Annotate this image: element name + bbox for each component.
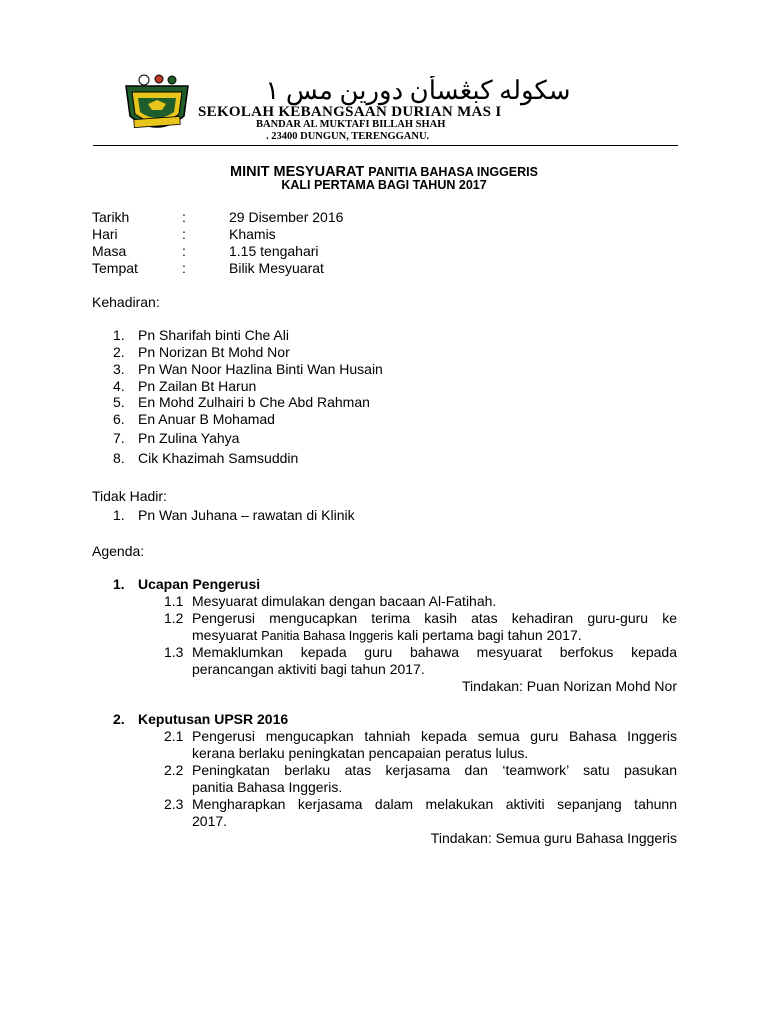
list-item-number: 7.	[113, 430, 125, 446]
attendee-name: Cik Khazimah Samsuddin	[138, 450, 299, 466]
point-text-continued: perancangan aktiviti bagi tahun 2017.	[192, 661, 425, 677]
point-text-part: mesyuarat	[192, 627, 262, 643]
list-item-number: 4.	[113, 378, 125, 394]
point-text: Pengerusi mengucapkan tahniah kepada semua guru Bahasa Inggeris	[192, 728, 677, 744]
list-item-number: 6.	[113, 411, 125, 427]
list-item-number: 5.	[113, 394, 125, 410]
info-label-day: Hari	[92, 226, 118, 242]
info-value-day: Khamis	[229, 226, 276, 242]
school-name-arabic: سكوله كبڠسأن دورين مس ١	[265, 76, 571, 105]
info-label-place: Tempat	[92, 260, 138, 276]
point-text: Pengerusi mengucapkan terima kasih atas kehadiran guru-guru ke	[192, 610, 677, 626]
point-number: 1.1	[164, 593, 184, 609]
list-item-number: 2.	[113, 344, 125, 360]
list-item-number: 1.	[113, 507, 125, 523]
info-label-time: Masa	[92, 243, 127, 259]
point-number: 1.3	[164, 644, 184, 660]
school-address-line1: BANDAR AL MUKTAFI BILLAH SHAH	[256, 119, 446, 130]
point-text-continued: 2017.	[192, 813, 228, 829]
info-value-time: 1.15 tengahari	[229, 243, 319, 259]
school-address-line2: . 23400 DUNGUN, TERENGGANU.	[266, 131, 430, 142]
point-text: Peningkatan berlaku atas kerjasama dan ‘teamwork’ satu pasukan	[192, 762, 677, 778]
attendee-name: Pn Norizan Bt Mohd Nor	[138, 344, 290, 360]
point-number: 1.2	[164, 610, 184, 626]
action-owner: Tindakan: Puan Norizan Mohd Nor	[461, 678, 677, 694]
info-colon: :	[182, 209, 186, 225]
point-text: Memaklumkan kepada guru bahawa mesyuarat berfokus kepada	[192, 644, 677, 660]
school-name: SEKOLAH KEBANGSAAN DURIAN MAS I	[198, 104, 502, 120]
point-text-part: kali pertama bagi tahun 2017.	[393, 627, 582, 643]
absent-entry: Pn Wan Juhana – rawatan di Klinik	[138, 507, 355, 523]
school-crest-logo	[118, 72, 196, 138]
agenda-heading: Agenda:	[92, 543, 145, 559]
attendee-name: Pn Zulina Yahya	[138, 430, 240, 446]
agenda-item-title: Keputusan UPSR 2016	[138, 711, 289, 727]
point-number: 2.3	[164, 796, 184, 812]
attendee-name: Pn Zailan Bt Harun	[138, 378, 257, 394]
attendee-name: En Mohd Zulhairi b Che Abd Rahman	[138, 394, 370, 410]
absent-heading: Tidak Hadir:	[92, 488, 167, 504]
document-subtitle: KALI PERTAMA BAGI TAHUN 2017	[281, 178, 487, 192]
info-colon: :	[182, 260, 186, 276]
title-part2: PANITIA BAHASA INGGERIS	[368, 165, 538, 179]
info-colon: :	[182, 243, 186, 259]
list-item-number: 1.	[113, 327, 125, 343]
header-divider	[93, 145, 678, 146]
agenda-item-title: Ucapan Pengerusi	[138, 576, 261, 592]
point-number: 2.2	[164, 762, 184, 778]
info-value-place: Bilik Mesyuarat	[229, 260, 324, 276]
info-value-date: 29 Disember 2016	[229, 209, 344, 225]
agenda-item-number: 1.	[113, 576, 125, 592]
point-text-continued: panitia Bahasa Inggeris.	[192, 779, 343, 795]
attendee-name: Pn Sharifah binti Che Ali	[138, 327, 289, 343]
point-number: 2.1	[164, 728, 184, 744]
info-label-date: Tarikh	[92, 209, 130, 225]
point-text-continued	[192, 627, 582, 645]
attendee-name: En Anuar B Mohamad	[138, 411, 275, 427]
action-owner: Tindakan: Semua guru Bahasa Inggeris	[430, 830, 677, 846]
attendance-heading: Kehadiran:	[92, 294, 160, 310]
point-text: Mengharapkan kerjasama dalam melakukan aktiviti sepanjang tahunn	[192, 796, 677, 812]
attendee-name: Pn Wan Noor Hazlina Binti Wan Husain	[138, 361, 383, 377]
info-colon: :	[182, 226, 186, 242]
list-item-number: 3.	[113, 361, 125, 377]
agenda-item-number: 2.	[113, 711, 125, 727]
point-text-part: Panitia Bahasa Inggeris	[261, 629, 394, 643]
point-text: Mesyuarat dimulakan dengan bacaan Al-Fatihah.	[192, 593, 497, 609]
list-item-number: 8.	[113, 450, 125, 466]
point-text-continued: kerana berlaku peningkatan pencapaian peratus lulus.	[192, 745, 529, 761]
title-part1: MINIT MESYUARAT	[230, 164, 369, 180]
